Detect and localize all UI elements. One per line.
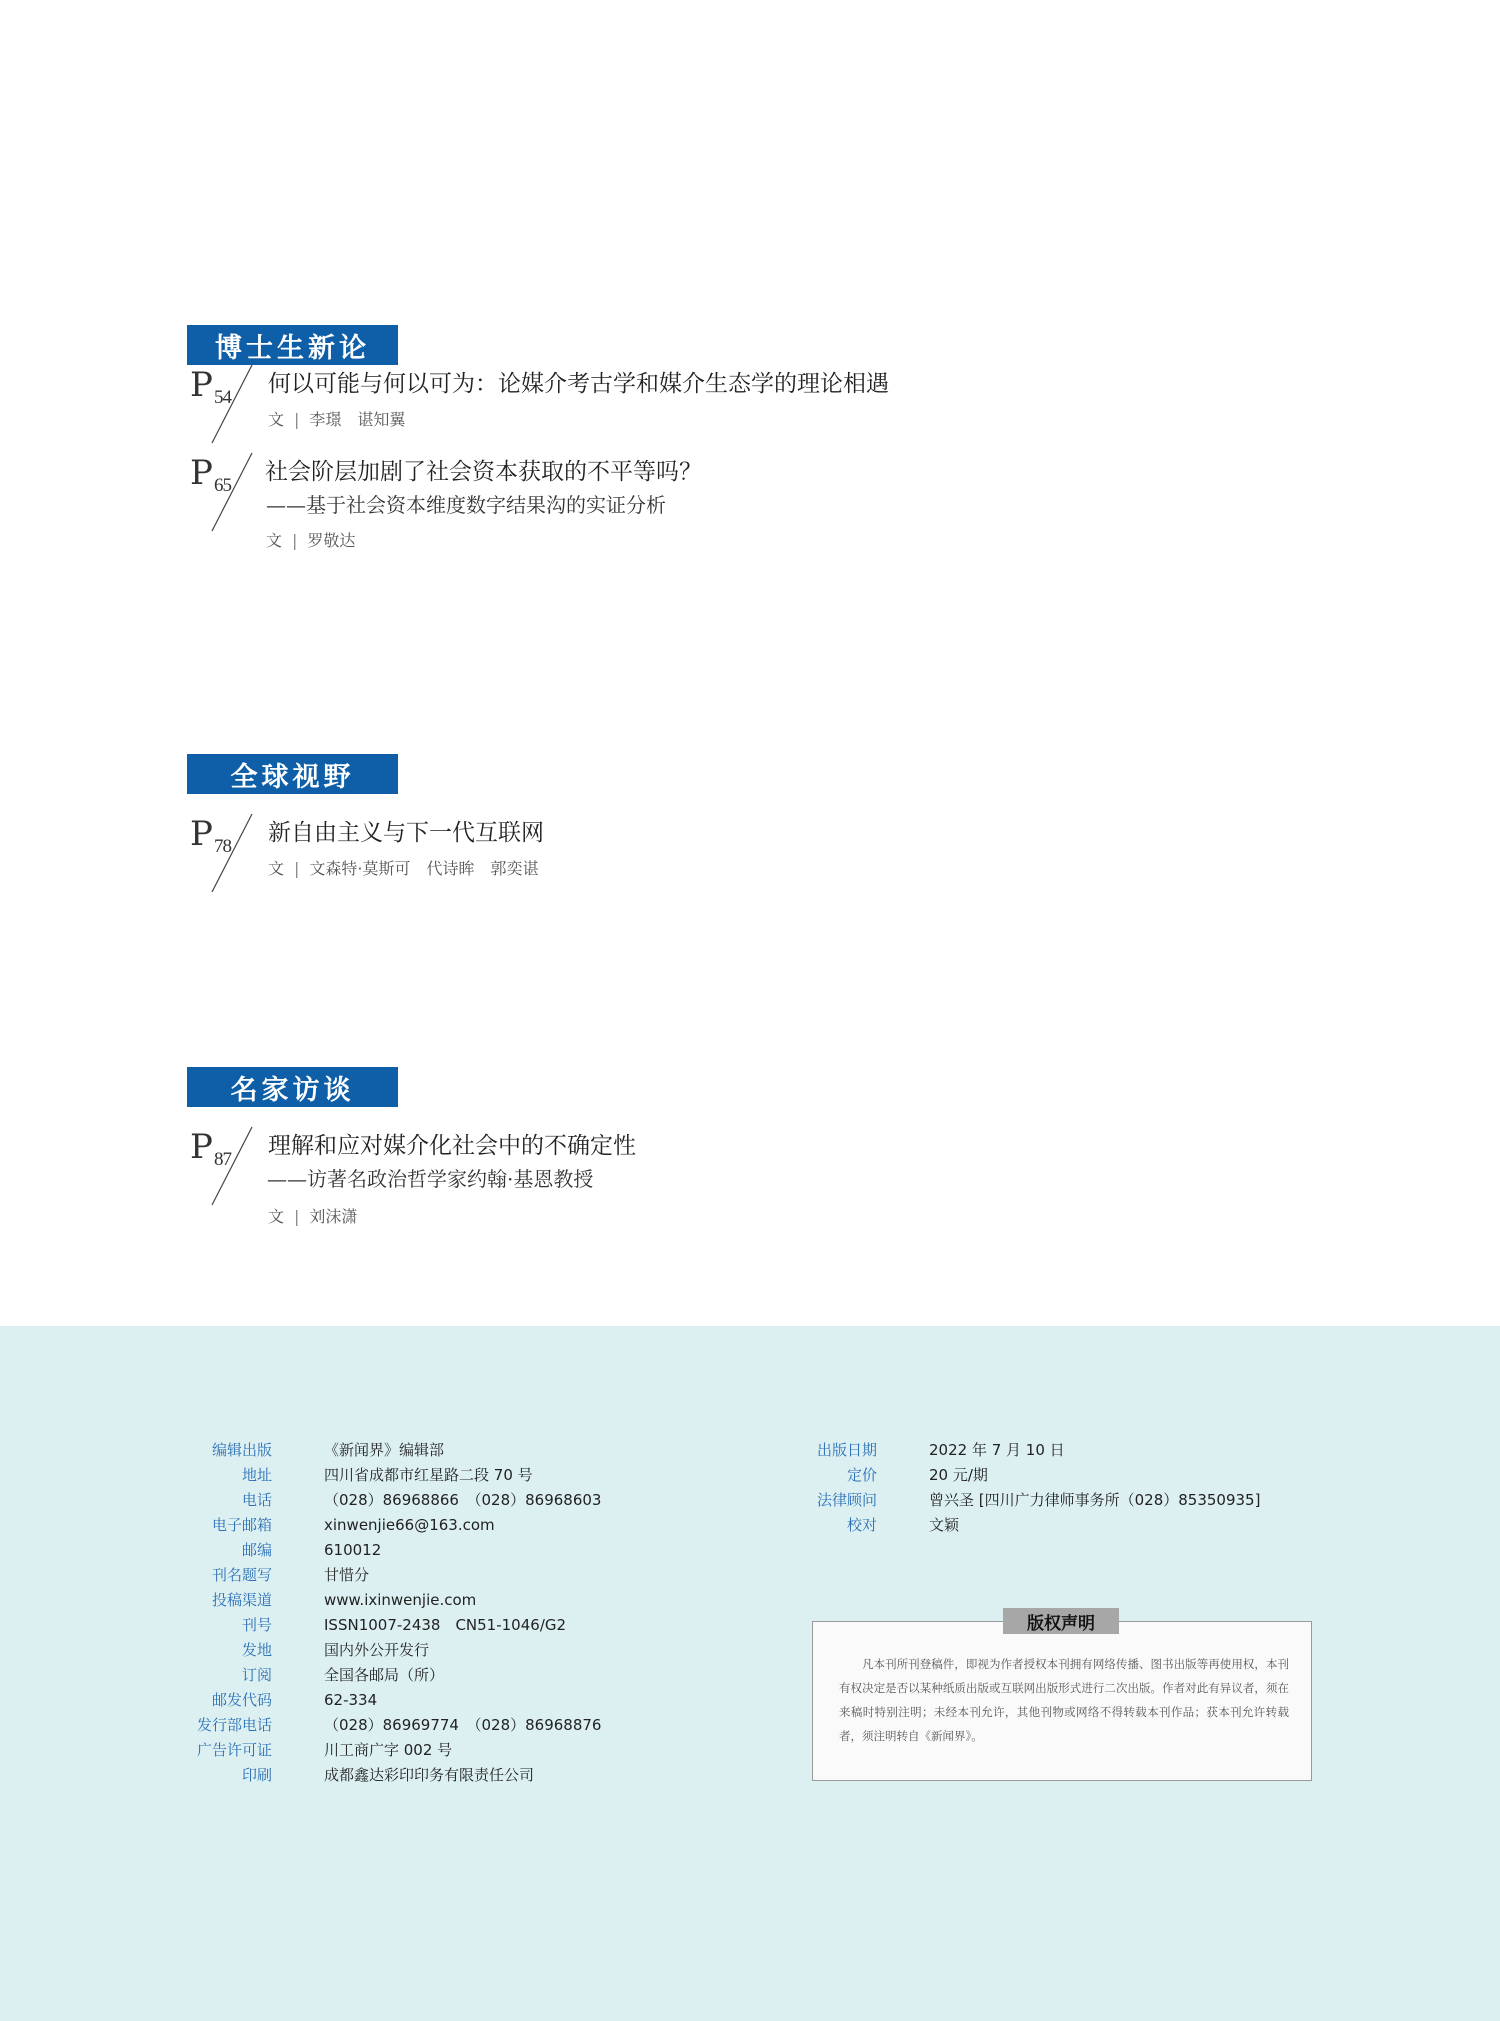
page-number: P 78 xyxy=(190,812,260,902)
slash-divider xyxy=(190,1125,260,1215)
article-author: 文 | 罗敬达 xyxy=(266,531,356,550)
slash-divider xyxy=(190,363,260,453)
section-heading: 全球视野 xyxy=(187,754,398,794)
article-author: 文 | 李璟 谌知翼 xyxy=(268,410,406,429)
info-row: 广告许可证 川工商广字 002 号 xyxy=(196,1741,453,1759)
info-row: 订阅 全国各邮局（所） xyxy=(241,1666,445,1684)
section-heading: 博士生新论 xyxy=(187,325,398,365)
article-author: 文 | 刘沫潇 xyxy=(268,1207,358,1226)
section-doctoral xyxy=(187,325,889,550)
copyright-text: 凡本刊所刊登稿件，即视为作者授权本刊拥有网络传播、图书出版等再使用权，本刊有权决定是否以某种纸质出版或互联网出版形式进行二次出版。作者对此有异议者，须在来稿时特别注明；未经本刊允许，其他刊物或网络不得转载本刊作品；获本刊允许转载者，须注明转自《新闻界》。 xyxy=(839,1657,1289,1743)
copyright-heading: 版权声明 xyxy=(1003,1608,1119,1634)
article-subtitle: ——访著名政治哲学家约翰·基恩教授 xyxy=(267,1167,594,1191)
copyright-box xyxy=(812,1613,1312,1781)
publishing-footer xyxy=(0,1326,1500,2021)
info-row: 电子邮箱 xinwenjie66@163.com xyxy=(211,1516,495,1534)
toc-entry[interactable] xyxy=(187,812,1087,912)
info-row: 印刷 成都鑫达彩印印务有限责任公司 xyxy=(241,1766,535,1784)
article-title: 社会阶层加剧了社会资本获取的不平等吗？ xyxy=(265,459,702,485)
info-row: 电话 （028）86968866 （028）86968603 xyxy=(241,1491,602,1509)
article-title: 理解和应对媒介化社会中的不确定性 xyxy=(268,1133,636,1159)
page-number: P 65 xyxy=(190,451,260,541)
info-row: 出版日期 2022 年 7 月 10 日 xyxy=(816,1441,1065,1459)
toc-entry[interactable] xyxy=(187,451,1087,551)
section-interviews xyxy=(187,1067,636,1226)
article-author: 文 | 文森特·莫斯可 代诗眸 郭奕谌 xyxy=(268,859,539,878)
slash-divider xyxy=(190,451,260,541)
toc-entry[interactable] xyxy=(187,1125,1087,1225)
info-row: 编辑出版 《新闻界》编辑部 xyxy=(211,1441,445,1459)
info-row: 法律顾问 曾兴圣 [四川广力律师事务所（028）85350935] xyxy=(816,1491,1261,1509)
page-number: P 87 xyxy=(190,1125,260,1215)
publishing-info-left xyxy=(170,1438,601,1788)
info-row: 投稿渠道 www.ixinwenjie.com xyxy=(211,1591,477,1609)
info-row: 校对 文颖 xyxy=(846,1516,960,1534)
section-global-vision xyxy=(187,754,544,878)
info-row: 地址 四川省成都市红星路二段 70 号 xyxy=(241,1466,533,1484)
info-row: 刊名题写 甘惜分 xyxy=(211,1566,370,1584)
slash-divider xyxy=(190,812,260,902)
info-row: 邮编 610012 xyxy=(241,1541,382,1559)
info-row: 定价 20 元/期 xyxy=(846,1466,988,1484)
article-subtitle: ——基于社会资本维度数字结果沟的实证分析 xyxy=(266,493,666,517)
publishing-info-right xyxy=(790,1438,1260,1538)
page-number: P 54 xyxy=(190,363,260,453)
article-title: 何以可能与何以可为：论媒介考古学和媒介生态学的理论相遇 xyxy=(268,371,889,397)
toc-entry[interactable] xyxy=(187,363,1087,463)
article-title: 新自由主义与下一代互联网 xyxy=(268,820,544,846)
info-row: 发行部电话 （028）86969774 （028）86968876 xyxy=(196,1716,602,1734)
section-heading: 名家访谈 xyxy=(187,1067,398,1107)
info-row: 邮发代码 62-334 xyxy=(211,1691,378,1709)
info-row: 发地 国内外公开发行 xyxy=(241,1641,430,1659)
info-row: 刊号 ISSN1007-2438 CN51-1046/G2 xyxy=(241,1616,567,1634)
